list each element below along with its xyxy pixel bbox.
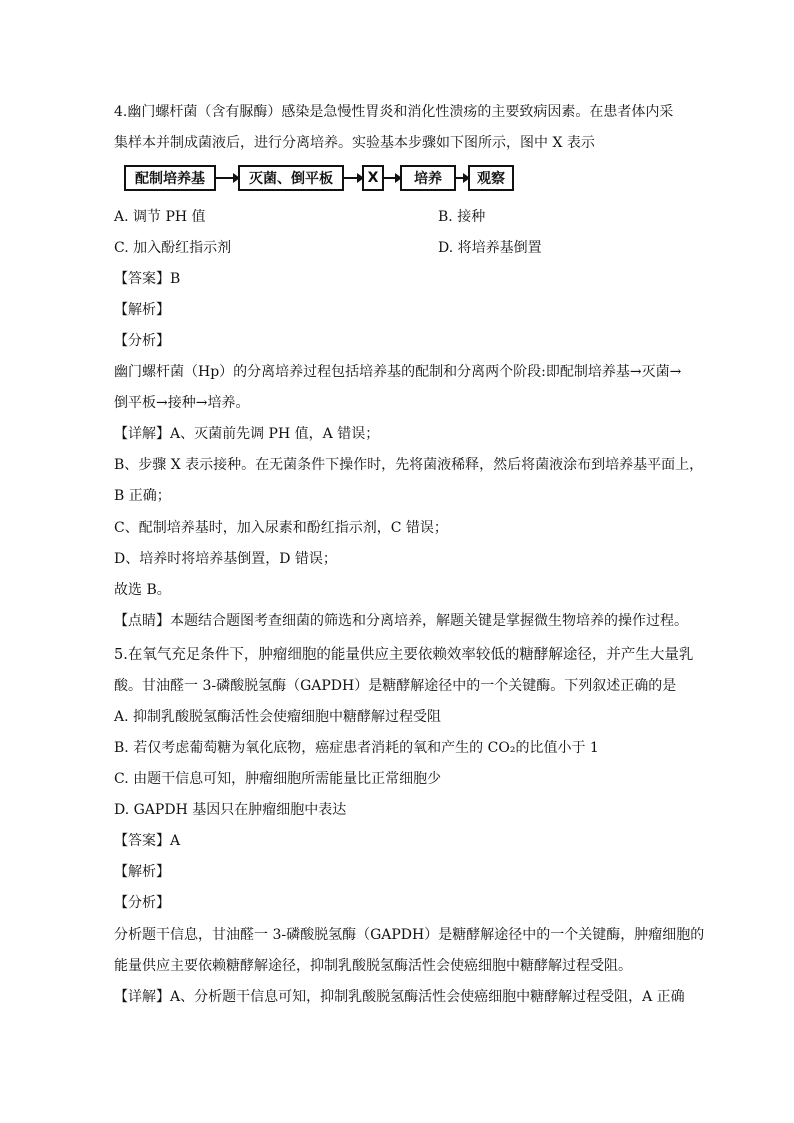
q5-option-c: C. 由题干信息可知，肿瘤细胞所需能量比正常细胞少 — [114, 771, 442, 787]
flow-arrow — [216, 177, 238, 179]
q4-option-d: D. 将培养基倒置 — [438, 240, 542, 256]
q5-option-b: B. 若仅考虑葡萄糖为氧化底物，癌症患者消耗的氧和产生的 CO₂的比值小于 1 — [114, 740, 599, 756]
flow-step-sterilize-pour: 灭菌、倒平板 — [238, 165, 344, 191]
flow-arrow — [384, 177, 400, 179]
flow-step-culture: 培养 — [400, 165, 456, 191]
q4-detail-a: 【详解】A、灭菌前先调 PH 值，A 错误； — [114, 426, 380, 442]
q5-stem-line1: 5.在氧气充足条件下，肿瘤细胞的能量供应主要依赖效率较低的糖酵解途径，并产生大量乳 — [114, 647, 694, 663]
q4-stem-line1: 4.幽门螺杆菌（含有脲酶）感染是急慢性胃炎和消化性溃疡的主要致病因素。在患者体内采 — [114, 104, 674, 120]
q5-fenxi-heading: 【分析】 — [114, 895, 170, 911]
q5-answer: 【答案】A — [114, 833, 181, 849]
q5-option-a: A. 抑制乳酸脱氢酶活性会使瘤细胞中糖酵解过程受阻 — [114, 709, 442, 725]
q4-flow-diagram — [124, 165, 514, 195]
q4-dianjing: 【点睛】本题结合题图考查细菌的筛选和分离培养，解题关键是掌握微生物培养的操作过程。 — [114, 613, 688, 629]
q4-option-c: C. 加入酚红指示剂 — [114, 240, 232, 256]
q4-fenxi-heading: 【分析】 — [114, 333, 170, 349]
q4-option-b: B. 接种 — [438, 209, 486, 225]
flow-arrow — [344, 177, 362, 179]
q5-fenxi-line1: 分析题干信息，甘油醛一 3-磷酸脱氢酶（GAPDH）是糖酵解途径中的一个关键酶，肿瘤细胞的 — [114, 927, 705, 943]
q5-jiexi-heading: 【解析】 — [114, 864, 170, 880]
q4-detail-d: D、培养时将培养基倒置，D 错误； — [114, 551, 337, 567]
flow-step-prepare-medium: 配制培养基 — [124, 165, 216, 191]
q4-answer: 【答案】B — [114, 271, 181, 287]
q4-fenxi-line2: 倒平板→接种→培养。 — [114, 395, 250, 411]
q5-detail-a: 【详解】A、分析题干信息可知，抑制乳酸脱氢酶活性会使癌细胞中糖酵解过程受阻，A 正确 — [114, 989, 685, 1005]
q5-stem-line2: 酸。甘油醛一 3-磷酸脱氢酶（GAPDH）是糖酵解途径中的一个关键酶。下列叙述正确的是 — [114, 678, 677, 694]
q4-detail-b2: B 正确； — [114, 488, 171, 504]
q4-fenxi-line1: 幽门螺杆菌（Hp）的分离培养过程包括培养基的配制和分离两个阶段:即配制培养基→灭菌→ — [114, 364, 682, 380]
q4-stem-line2: 集样本并制成菌液后，进行分离培养。实验基本步骤如下图所示，图中 X 表示 — [114, 135, 595, 151]
q4-option-a: A. 调节 PH 值 — [114, 209, 206, 225]
q4-detail-b1: B、步骤 X 表示接种。在无菌条件下操作时，先将菌液稀释，然后将菌液涂布到培养基平面上， — [114, 457, 704, 473]
flow-step-x: X — [362, 165, 384, 191]
q5-option-d: D. GAPDH 基因只在肿瘤细胞中表达 — [114, 802, 347, 818]
q4-jiexi-heading: 【解析】 — [114, 302, 170, 318]
flow-arrow — [456, 177, 468, 179]
q5-fenxi-line2: 能量供应主要依赖糖酵解途径，抑制乳酸脱氢酶活性会使癌细胞中糖酵解过程受阻。 — [114, 958, 632, 974]
q4-choose: 故选 B。 — [114, 582, 171, 598]
q4-detail-c: C、配制培养基时，加入尿素和酚红指示剂，C 错误； — [114, 520, 448, 536]
flow-step-observe: 观察 — [468, 165, 514, 191]
